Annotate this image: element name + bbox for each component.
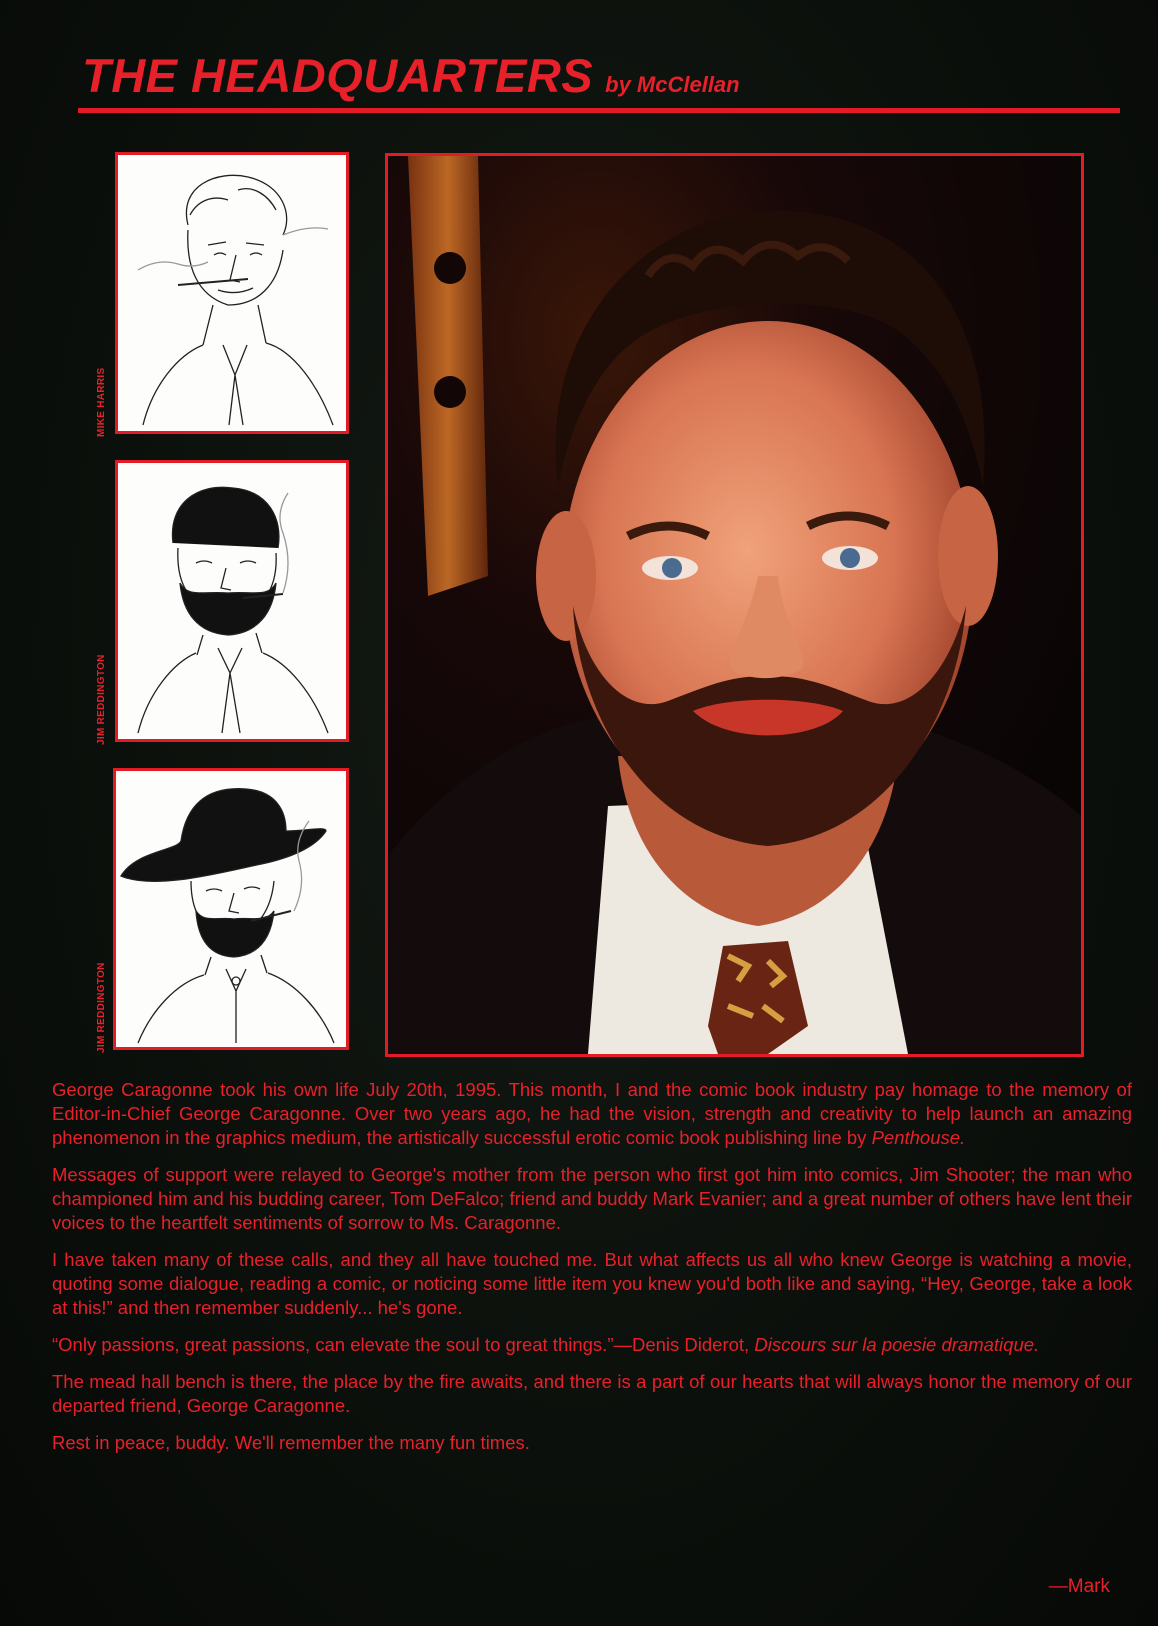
paragraph-1-text: George Caragonne took his own life July 20th, 1995. This month, I and the comic book industry pay homage to the memory of Editor-in-Chief George Caragonne. Over two years ago, he had the vision, strength and creativity to help launch an amazing phenomenon in the graphics medium, the artistically successful erotic comic book publishing line by <box>52 1079 1132 1148</box>
sketch-credit-2: JIM REDDINGTON <box>96 654 107 745</box>
quote-text: “Only passions, great passions, can elevate the soul to great things.”—Denis Diderot, <box>52 1334 755 1355</box>
title-rule <box>78 108 1120 113</box>
sketch-illustration-2 <box>118 463 346 739</box>
sketch-portrait-3 <box>96 768 349 1053</box>
header <box>82 48 740 103</box>
article-paragraph-4 <box>52 1333 1132 1357</box>
sketch-credit-3: JIM REDDINGTON <box>96 962 107 1053</box>
sketch-credit-1: MIKE HARRIS <box>96 367 107 437</box>
sketch-illustration-3 <box>116 771 346 1047</box>
sketch-portrait-1 <box>96 152 349 437</box>
paragraph-1-emphasis: Penthouse. <box>871 1127 966 1148</box>
article-paragraph-5: The mead hall bench is there, the place by the fire awaits, and there is a part of our hearts that will always honor the memory of our departed friend, George Caragonne. <box>52 1371 1132 1416</box>
article-paragraph-2: Messages of support were relayed to George's mother from the person who first got him into comics, Jim Shooter; the man who championed him and his budding career, Tom DeFalco; friend and buddy Mark Evanier; and a great number of others have lent their voices to the heartfelt sentiments of sorrow to Ms. Caragonne. <box>52 1164 1132 1233</box>
sketch-portrait-2 <box>96 460 349 745</box>
article-body <box>52 1078 1132 1468</box>
page-title: THE HEADQUARTERS <box>82 49 594 102</box>
sketch-illustration-1 <box>118 155 346 431</box>
article-paragraph-1 <box>52 1078 1132 1150</box>
signature: —Mark <box>1048 1576 1110 1597</box>
article-paragraph-3: I have taken many of these calls, and they all have touched me. But what affects us all who knew George is watching a movie, quoting some dialogue, reading a comic, or noticing some little item you knew you'd both like and saying, “Hey, George, take a look at this!” and then remember suddenly... he's gone. <box>52 1249 1132 1318</box>
portrait-photo-illustration <box>388 156 1081 1054</box>
quote-source-title: Discours sur la poesie dramatique. <box>754 1334 1040 1355</box>
byline: by McClellan <box>605 72 740 97</box>
portrait-photo <box>385 153 1084 1057</box>
article-paragraph-6: Rest in peace, buddy. We'll remember the many fun times. <box>52 1432 530 1453</box>
